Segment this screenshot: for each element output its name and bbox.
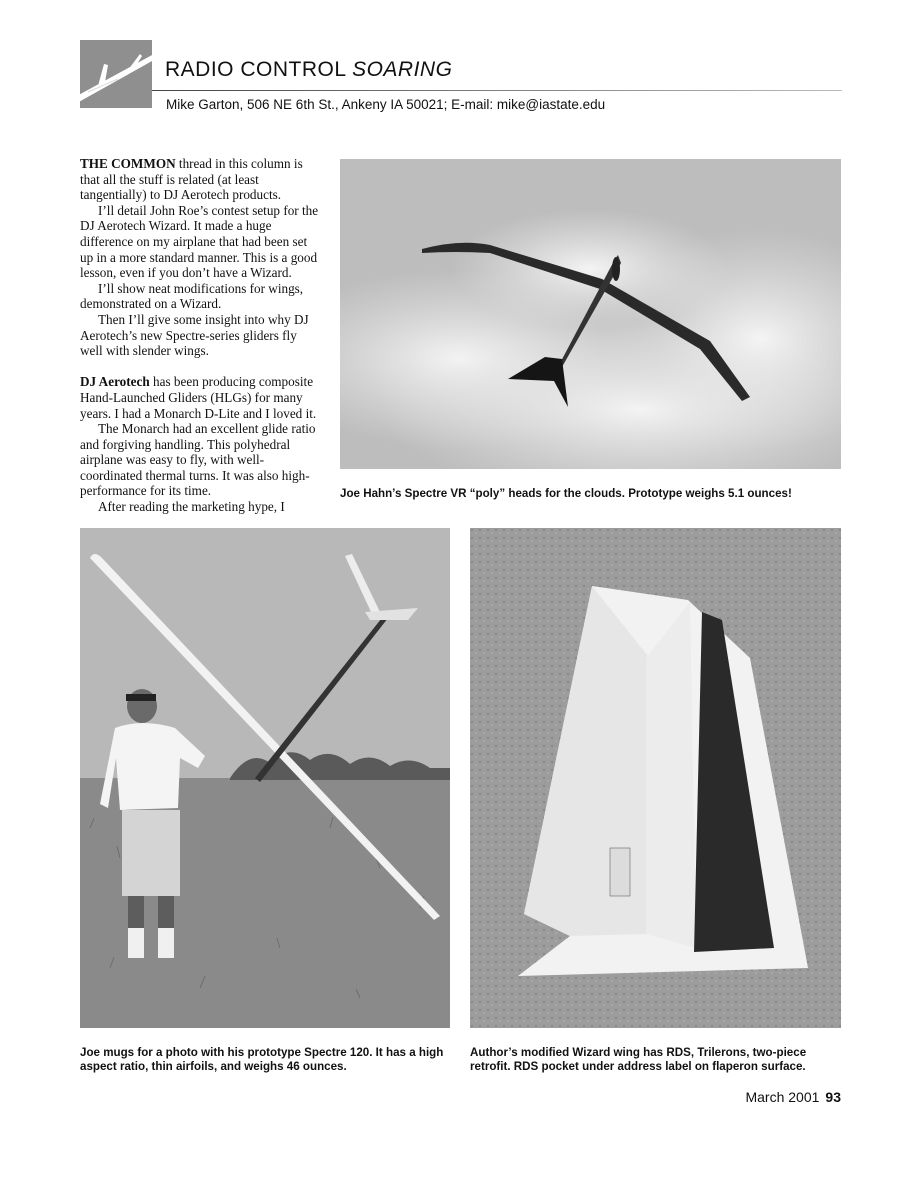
photo-caption: Joe mugs for a photo with his prototype Spectre 120. It has a high aspect ratio, thin airfoils, and weighs 46 ounces. — [80, 1046, 444, 1073]
paragraph: I’ll show neat modifications for wings, demonstrated on a Wizard. — [80, 280, 304, 312]
paragraph: DJ Aerotech has been producing composite Hand-Launched Gliders (HLGs) for many years. I had a Monarch D-Lite and I loved it. — [80, 374, 317, 421]
column-title: RADIO CONTROL SOARING — [165, 58, 453, 81]
page-footer — [745, 1089, 841, 1105]
paragraph: The Monarch had an excellent glide ratio and forgiving handling. This polyhedral airplane was easy to fly, with well-coordinated thermal turns. It was also high-performance for its time. — [80, 421, 316, 499]
page-number: 93 — [825, 1089, 841, 1105]
paragraph: I’ll detail John Roe’s contest setup for the DJ Aerotech Wizard. It made a huge difference on my airplane that had been set up in a more standard manner. This is a good lesson, even if you don’t have a Wizard. — [80, 202, 319, 281]
photo-caption: Author’s modified Wizard wing has RDS, Trilerons, two-piece retrofit. RDS pocket under address label on flaperon surface. — [470, 1046, 807, 1073]
photo-modified-wing — [470, 528, 841, 1028]
column-logo — [80, 40, 152, 108]
paragraph: Then I’ll give some insight into why DJ Aerotech’s new Spectre-series gliders fly well with slender wings. — [80, 311, 309, 359]
photo-glider-in-sky — [340, 159, 841, 469]
paragraph: After reading the marketing hype, I — [98, 499, 285, 515]
photo-joe-with-glider — [80, 528, 450, 1028]
article-text — [80, 156, 320, 515]
header-divider — [152, 90, 842, 91]
glider-logo-icon — [58, 34, 178, 114]
issue-date: March 2001 — [745, 1089, 820, 1105]
author-address: Mike Garton, 506 NE 6th St., Ankeny IA 50021; E-mail: mike@iastate.edu — [166, 97, 606, 112]
photo-caption: Joe Hahn’s Spectre VR “poly” heads for the clouds. Prototype weighs 5.1 ounces! — [340, 487, 792, 500]
paragraph: THE COMMON thread in this column is that all the stuff is related (at least tangentially) to DJ Aerotech products. — [80, 156, 303, 203]
